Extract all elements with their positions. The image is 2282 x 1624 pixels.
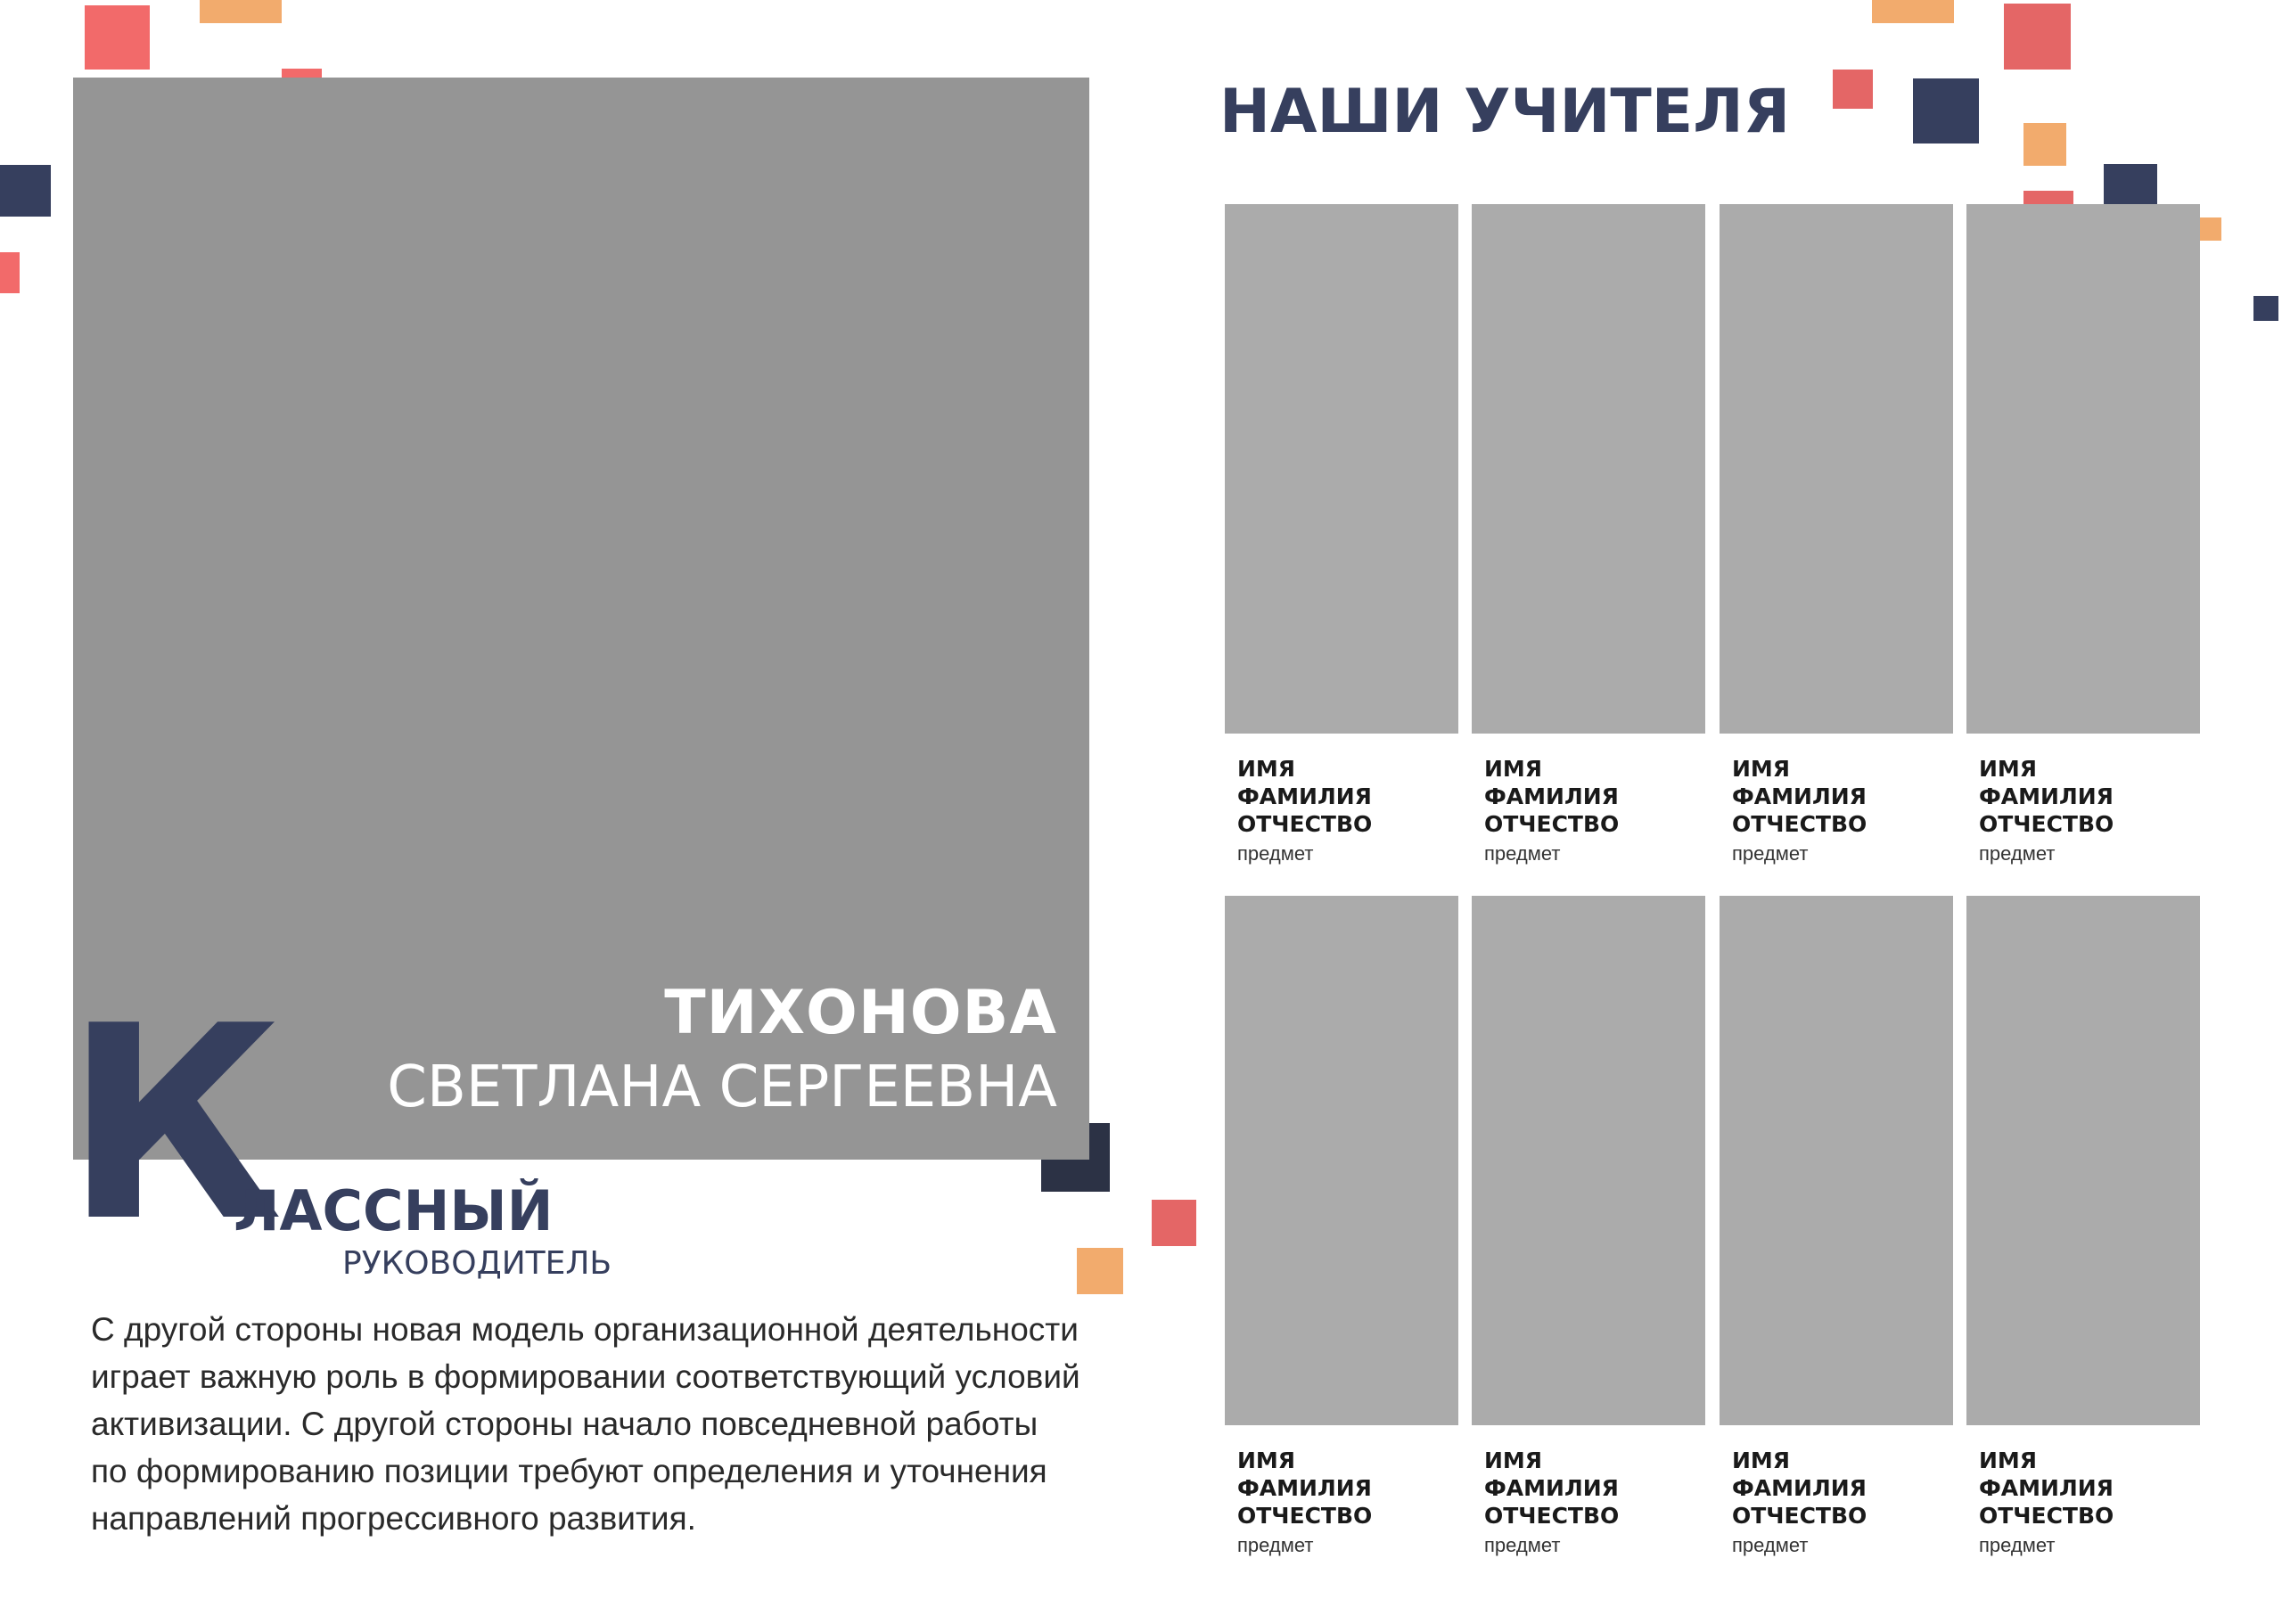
decor-square — [1872, 0, 1954, 23]
teacher-subject: предмет — [1484, 1534, 1561, 1556]
teacher-card — [1472, 896, 1705, 1558]
teacher-first-name: ИМЯ — [1732, 756, 1791, 782]
teacher-patronymic: ОТЧЕСТВО — [1484, 1503, 1620, 1529]
teacher-name — [1732, 755, 1953, 838]
decor-square — [2104, 164, 2157, 205]
decor-square — [2253, 296, 2278, 321]
teacher-name — [1484, 755, 1705, 838]
decor-square — [1833, 70, 1873, 109]
class-teacher-description: С другой стороны новая модель организационной деятельности играет важную роль в формировании соответствующий условий активизации. С другой стороны начало повседневной работы по формированию позиции требуют определения и уточнения направлений прогрессивного развития. — [91, 1311, 1080, 1537]
teacher-subject: предмет — [1237, 1534, 1314, 1556]
teacher-subject: предмет — [1732, 1534, 1809, 1556]
decor-square — [0, 252, 20, 293]
teacher-card — [1472, 204, 1705, 866]
role-initial-letter: К — [64, 969, 283, 1280]
role-title: ЛАССНЫЙ — [234, 1178, 554, 1243]
teacher-subject: предмет — [1979, 1534, 2056, 1556]
teacher-last-name: ФАМИЛИЯ — [1484, 783, 1619, 809]
class-teacher-given-names: СВЕТЛАНА СЕРГЕЕВНА — [387, 1054, 1057, 1120]
teachers-section-title: НАШИ УЧИТЕЛЯ — [1219, 77, 1791, 147]
teacher-name — [1237, 755, 1458, 838]
decor-square — [1152, 1200, 1196, 1246]
decor-square — [2004, 4, 2071, 70]
teacher-last-name: ФАМИЛИЯ — [1484, 1475, 1619, 1501]
teacher-photo — [1720, 896, 1953, 1425]
class-teacher-surname: ТИХОНОВА — [664, 978, 1057, 1048]
teacher-photo — [1720, 204, 1953, 734]
teacher-last-name: ФАМИЛИЯ — [1979, 1475, 2114, 1501]
teacher-first-name: ИМЯ — [1979, 756, 2038, 782]
teacher-last-name: ФАМИЛИЯ — [1732, 783, 1867, 809]
teacher-patronymic: ОТЧЕСТВО — [1732, 811, 1867, 837]
teacher-patronymic: ОТЧЕСТВО — [1237, 1503, 1373, 1529]
role-subtitle: РУКОВОДИТЕЛЬ — [342, 1245, 612, 1282]
teacher-card — [1720, 896, 1953, 1558]
decor-square — [0, 165, 51, 217]
teacher-first-name: ИМЯ — [1484, 756, 1543, 782]
teacher-subject: предмет — [1732, 842, 1809, 865]
teacher-card — [1225, 204, 1458, 866]
teacher-photo — [1225, 204, 1458, 734]
decor-square — [85, 5, 150, 70]
teacher-photo — [1966, 204, 2200, 734]
teacher-photo — [1472, 896, 1705, 1425]
teacher-patronymic: ОТЧЕСТВО — [1732, 1503, 1867, 1529]
teacher-photo — [1966, 896, 2200, 1425]
teacher-first-name: ИМЯ — [1732, 1448, 1791, 1473]
teacher-first-name: ИМЯ — [1484, 1448, 1543, 1473]
decor-square — [200, 0, 282, 23]
teacher-name — [1979, 1447, 2200, 1530]
teacher-patronymic: ОТЧЕСТВО — [1979, 1503, 2114, 1529]
teacher-subject: предмет — [1484, 842, 1561, 865]
teacher-first-name: ИМЯ — [1237, 756, 1296, 782]
teacher-card — [1966, 204, 2200, 866]
teacher-first-name: ИМЯ — [1979, 1448, 2038, 1473]
teacher-patronymic: ОТЧЕСТВО — [1484, 811, 1620, 837]
teacher-photo — [1225, 896, 1458, 1425]
teacher-card — [1225, 896, 1458, 1558]
teacher-patronymic: ОТЧЕСТВО — [1237, 811, 1373, 837]
teacher-card — [1966, 896, 2200, 1558]
teacher-subject: предмет — [1237, 842, 1314, 865]
decor-square — [2023, 191, 2073, 205]
decor-square — [2023, 123, 2066, 166]
teacher-photo — [1472, 204, 1705, 734]
teacher-name — [1979, 755, 2200, 838]
teacher-name — [1732, 1447, 1953, 1530]
teacher-name — [1237, 1447, 1458, 1530]
teacher-last-name: ФАМИЛИЯ — [1732, 1475, 1867, 1501]
decor-square — [1913, 78, 1979, 144]
decor-square — [2198, 217, 2221, 241]
teacher-card — [1720, 204, 1953, 866]
teacher-last-name: ФАМИЛИЯ — [1237, 783, 1372, 809]
teacher-name — [1484, 1447, 1705, 1530]
teacher-subject: предмет — [1979, 842, 2056, 865]
teacher-last-name: ФАМИЛИЯ — [1979, 783, 2114, 809]
teacher-first-name: ИМЯ — [1237, 1448, 1296, 1473]
teacher-last-name: ФАМИЛИЯ — [1237, 1475, 1372, 1501]
teacher-patronymic: ОТЧЕСТВО — [1979, 811, 2114, 837]
decor-square — [1077, 1248, 1123, 1294]
